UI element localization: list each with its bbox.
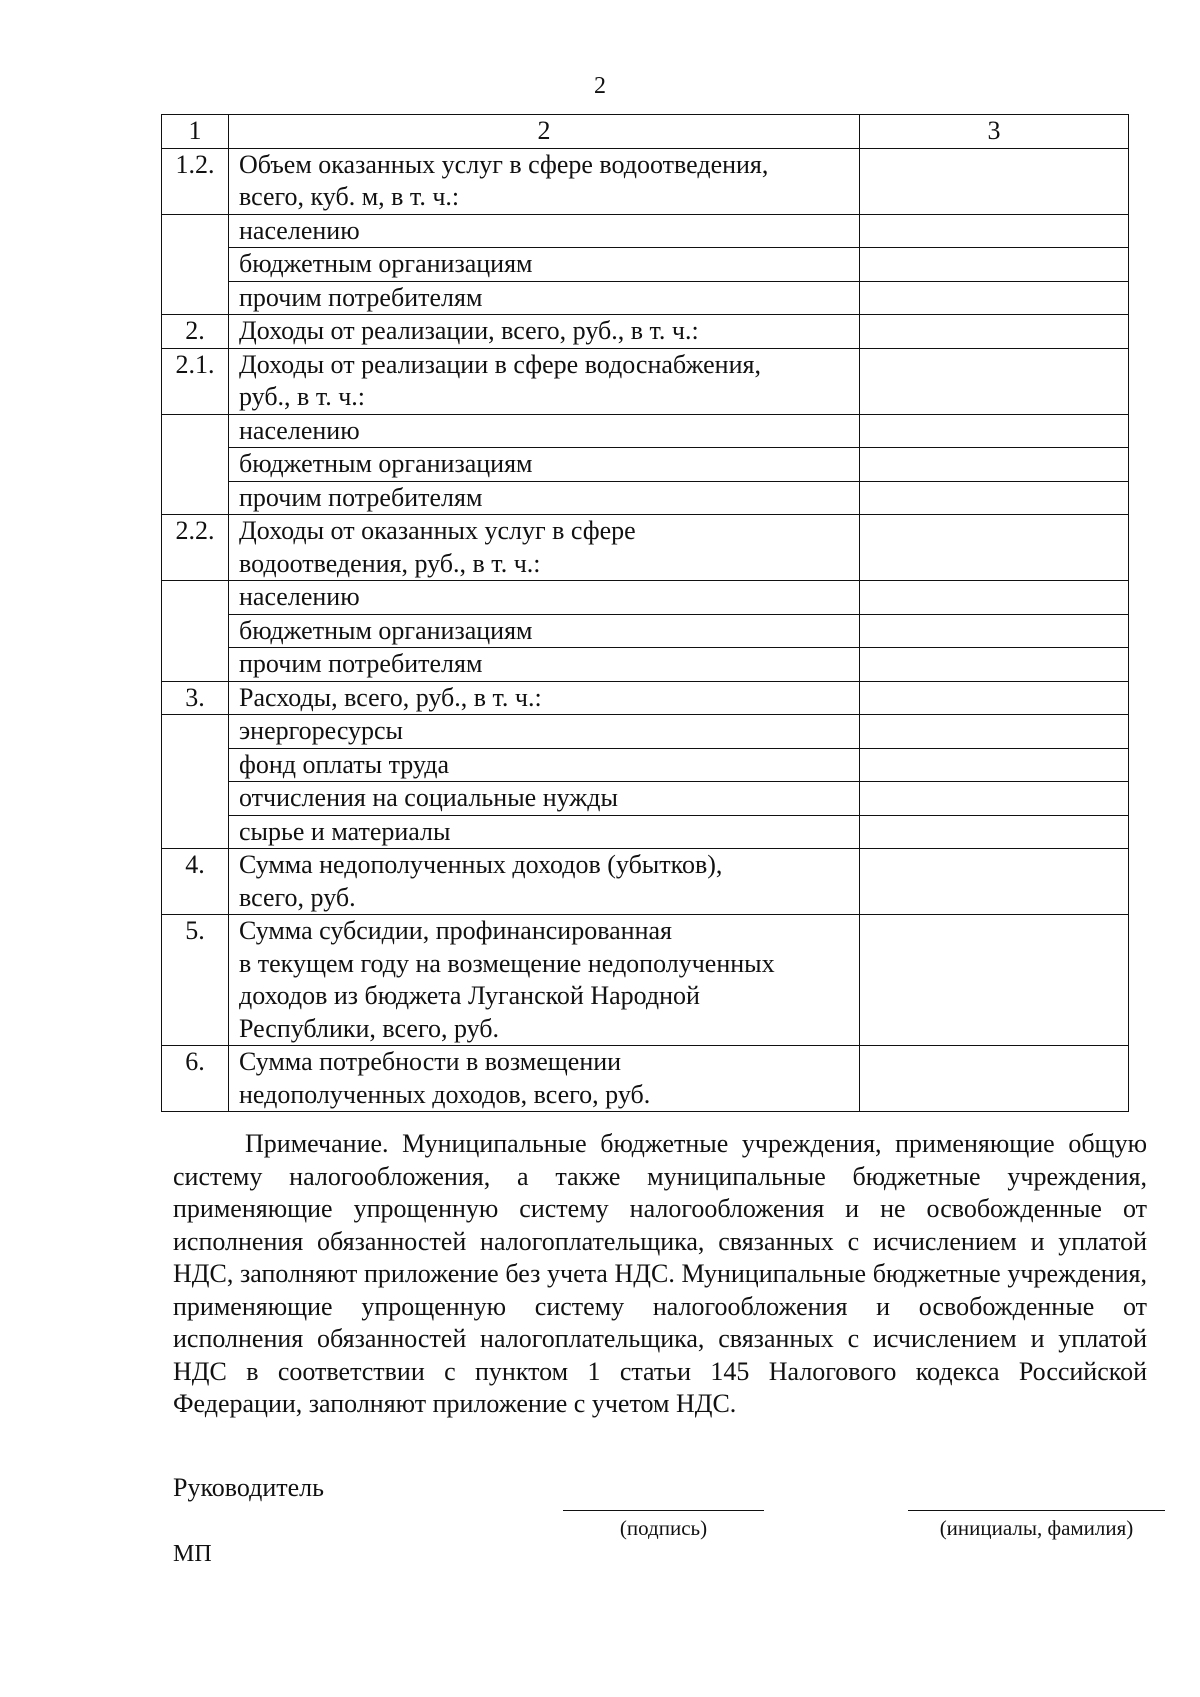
row-number-cell (162, 481, 229, 515)
stamp-label: МП (173, 1541, 212, 1567)
row-number-cell: 3. (162, 681, 229, 715)
table-row (162, 315, 1129, 349)
row-label-cell: сырье и материалы (229, 815, 860, 849)
table-row (162, 648, 1129, 682)
note-text: Примечание. Муниципальные бюджетные учреждения, применяющие общую систему налогообложения, а также муниципальные бюджетные учреждения, применяющие упрощенную систему налогообложения и не освобожденные от исполнения обязанностей налогоплательщика, связанных с исчислением и уплатой НДС, заполняют приложение без учета НДС. Муниципальные бюджетные учреждения, применяющие упрощенную систему налогообложения и освобожденные от исполнения обязанностей налогоплательщика, связанных с исчислением и уплатой НДС в соответствии с пунктом 1 статьи 145 Налогового кодекса Российской Федерации, заполняют приложение с учетом НДС. (173, 1129, 1147, 1418)
signature-caption: (подпись) (619, 1516, 708, 1540)
table-row (162, 248, 1129, 282)
row-label-cell: населению (229, 414, 860, 448)
row-number-cell: 2. (162, 315, 229, 349)
row-label-cell: Доходы от реализации, всего, руб., в т. ч.: (229, 315, 860, 349)
name-caption: (инициалы, фамилия) (939, 1516, 1134, 1540)
row-number-cell (162, 748, 229, 782)
row-number-cell: 4. (162, 849, 229, 915)
row-number-cell: 5. (162, 915, 229, 1046)
page-number: 2 (594, 73, 606, 99)
row-value-cell[interactable] (860, 148, 1129, 214)
row-number-cell: 6. (162, 1046, 229, 1112)
row-label-cell: Расходы, всего, руб., в т. ч.: (229, 681, 860, 715)
row-number-cell (162, 715, 229, 749)
table-row (162, 715, 1129, 749)
row-label-cell: бюджетным организациям (229, 448, 860, 482)
row-label-cell: Сумма недополученных доходов (убытков), всего, руб. (229, 849, 860, 915)
row-value-cell[interactable] (860, 748, 1129, 782)
row-number-cell (162, 648, 229, 682)
row-number-cell (162, 782, 229, 816)
row-value-cell[interactable] (860, 815, 1129, 849)
row-value-cell[interactable] (860, 481, 1129, 515)
table-header-row (162, 115, 1129, 149)
header-cell-3: 3 (860, 115, 1129, 149)
table-row (162, 915, 1129, 1046)
row-label-cell: населению (229, 581, 860, 615)
table-row (162, 681, 1129, 715)
row-value-cell[interactable] (860, 281, 1129, 315)
row-label-cell: фонд оплаты труда (229, 748, 860, 782)
row-number-cell (162, 581, 229, 615)
row-value-cell[interactable] (860, 348, 1129, 414)
row-value-cell[interactable] (860, 315, 1129, 349)
row-label-cell: прочим потребителям (229, 481, 860, 515)
table-row (162, 481, 1129, 515)
table-row (162, 748, 1129, 782)
row-value-cell[interactable] (860, 448, 1129, 482)
row-number-cell (162, 248, 229, 282)
row-label-cell: прочим потребителям (229, 281, 860, 315)
row-number-cell (162, 614, 229, 648)
row-label-cell: энергоресурсы (229, 715, 860, 749)
row-value-cell[interactable] (860, 248, 1129, 282)
row-value-cell[interactable] (860, 681, 1129, 715)
row-number-cell: 1.2. (162, 148, 229, 214)
row-number-cell (162, 815, 229, 849)
table-row (162, 815, 1129, 849)
row-number-cell (162, 214, 229, 248)
row-value-cell[interactable] (860, 648, 1129, 682)
row-label-cell: Объем оказанных услуг в сфере водоотведения, всего, куб. м, в т. ч.: (229, 148, 860, 214)
row-value-cell[interactable] (860, 849, 1129, 915)
row-value-cell[interactable] (860, 915, 1129, 1046)
table-row (162, 614, 1129, 648)
table-body (162, 115, 1129, 1112)
row-value-cell[interactable] (860, 715, 1129, 749)
table-row (162, 348, 1129, 414)
table-row (162, 448, 1129, 482)
table-row (162, 281, 1129, 315)
table-row (162, 414, 1129, 448)
director-label: Руководитель (173, 1473, 324, 1502)
row-label-cell: Доходы от реализации в сфере водоснабжения, руб., в т. ч.: (229, 348, 860, 414)
table-row (162, 148, 1129, 214)
name-line (908, 1510, 1165, 1511)
row-value-cell[interactable] (860, 214, 1129, 248)
row-label-cell: отчисления на социальные нужды (229, 782, 860, 816)
row-value-cell[interactable] (860, 1046, 1129, 1112)
row-label-cell: бюджетным организациям (229, 614, 860, 648)
table-row (162, 214, 1129, 248)
row-number-cell (162, 448, 229, 482)
signature-line (563, 1510, 764, 1511)
row-label-cell: бюджетным организациям (229, 248, 860, 282)
row-number-cell (162, 414, 229, 448)
row-value-cell[interactable] (860, 614, 1129, 648)
header-cell-2: 2 (229, 115, 860, 149)
row-label-cell: Сумма потребности в возмещении недополученных доходов, всего, руб. (229, 1046, 860, 1112)
row-label-cell: Доходы от оказанных услуг в сфере водоотведения, руб., в т. ч.: (229, 515, 860, 581)
row-label-cell: населению (229, 214, 860, 248)
note-paragraph (173, 1128, 1147, 1421)
table-row (162, 1046, 1129, 1112)
row-label-cell: Сумма субсидии, профинансированная в текущем году на возмещение недополученных доходов из бюджета Луганской Народной Республики, всего, руб. (229, 915, 860, 1046)
table-row (162, 515, 1129, 581)
header-cell-1: 1 (162, 115, 229, 149)
row-value-cell[interactable] (860, 782, 1129, 816)
form-table (161, 114, 1129, 1112)
table-row (162, 782, 1129, 816)
row-value-cell[interactable] (860, 581, 1129, 615)
row-number-cell (162, 281, 229, 315)
row-number-cell: 2.2. (162, 515, 229, 581)
row-number-cell: 2.1. (162, 348, 229, 414)
table-row (162, 849, 1129, 915)
row-label-cell: прочим потребителям (229, 648, 860, 682)
row-value-cell[interactable] (860, 414, 1129, 448)
table-row (162, 581, 1129, 615)
row-value-cell[interactable] (860, 515, 1129, 581)
